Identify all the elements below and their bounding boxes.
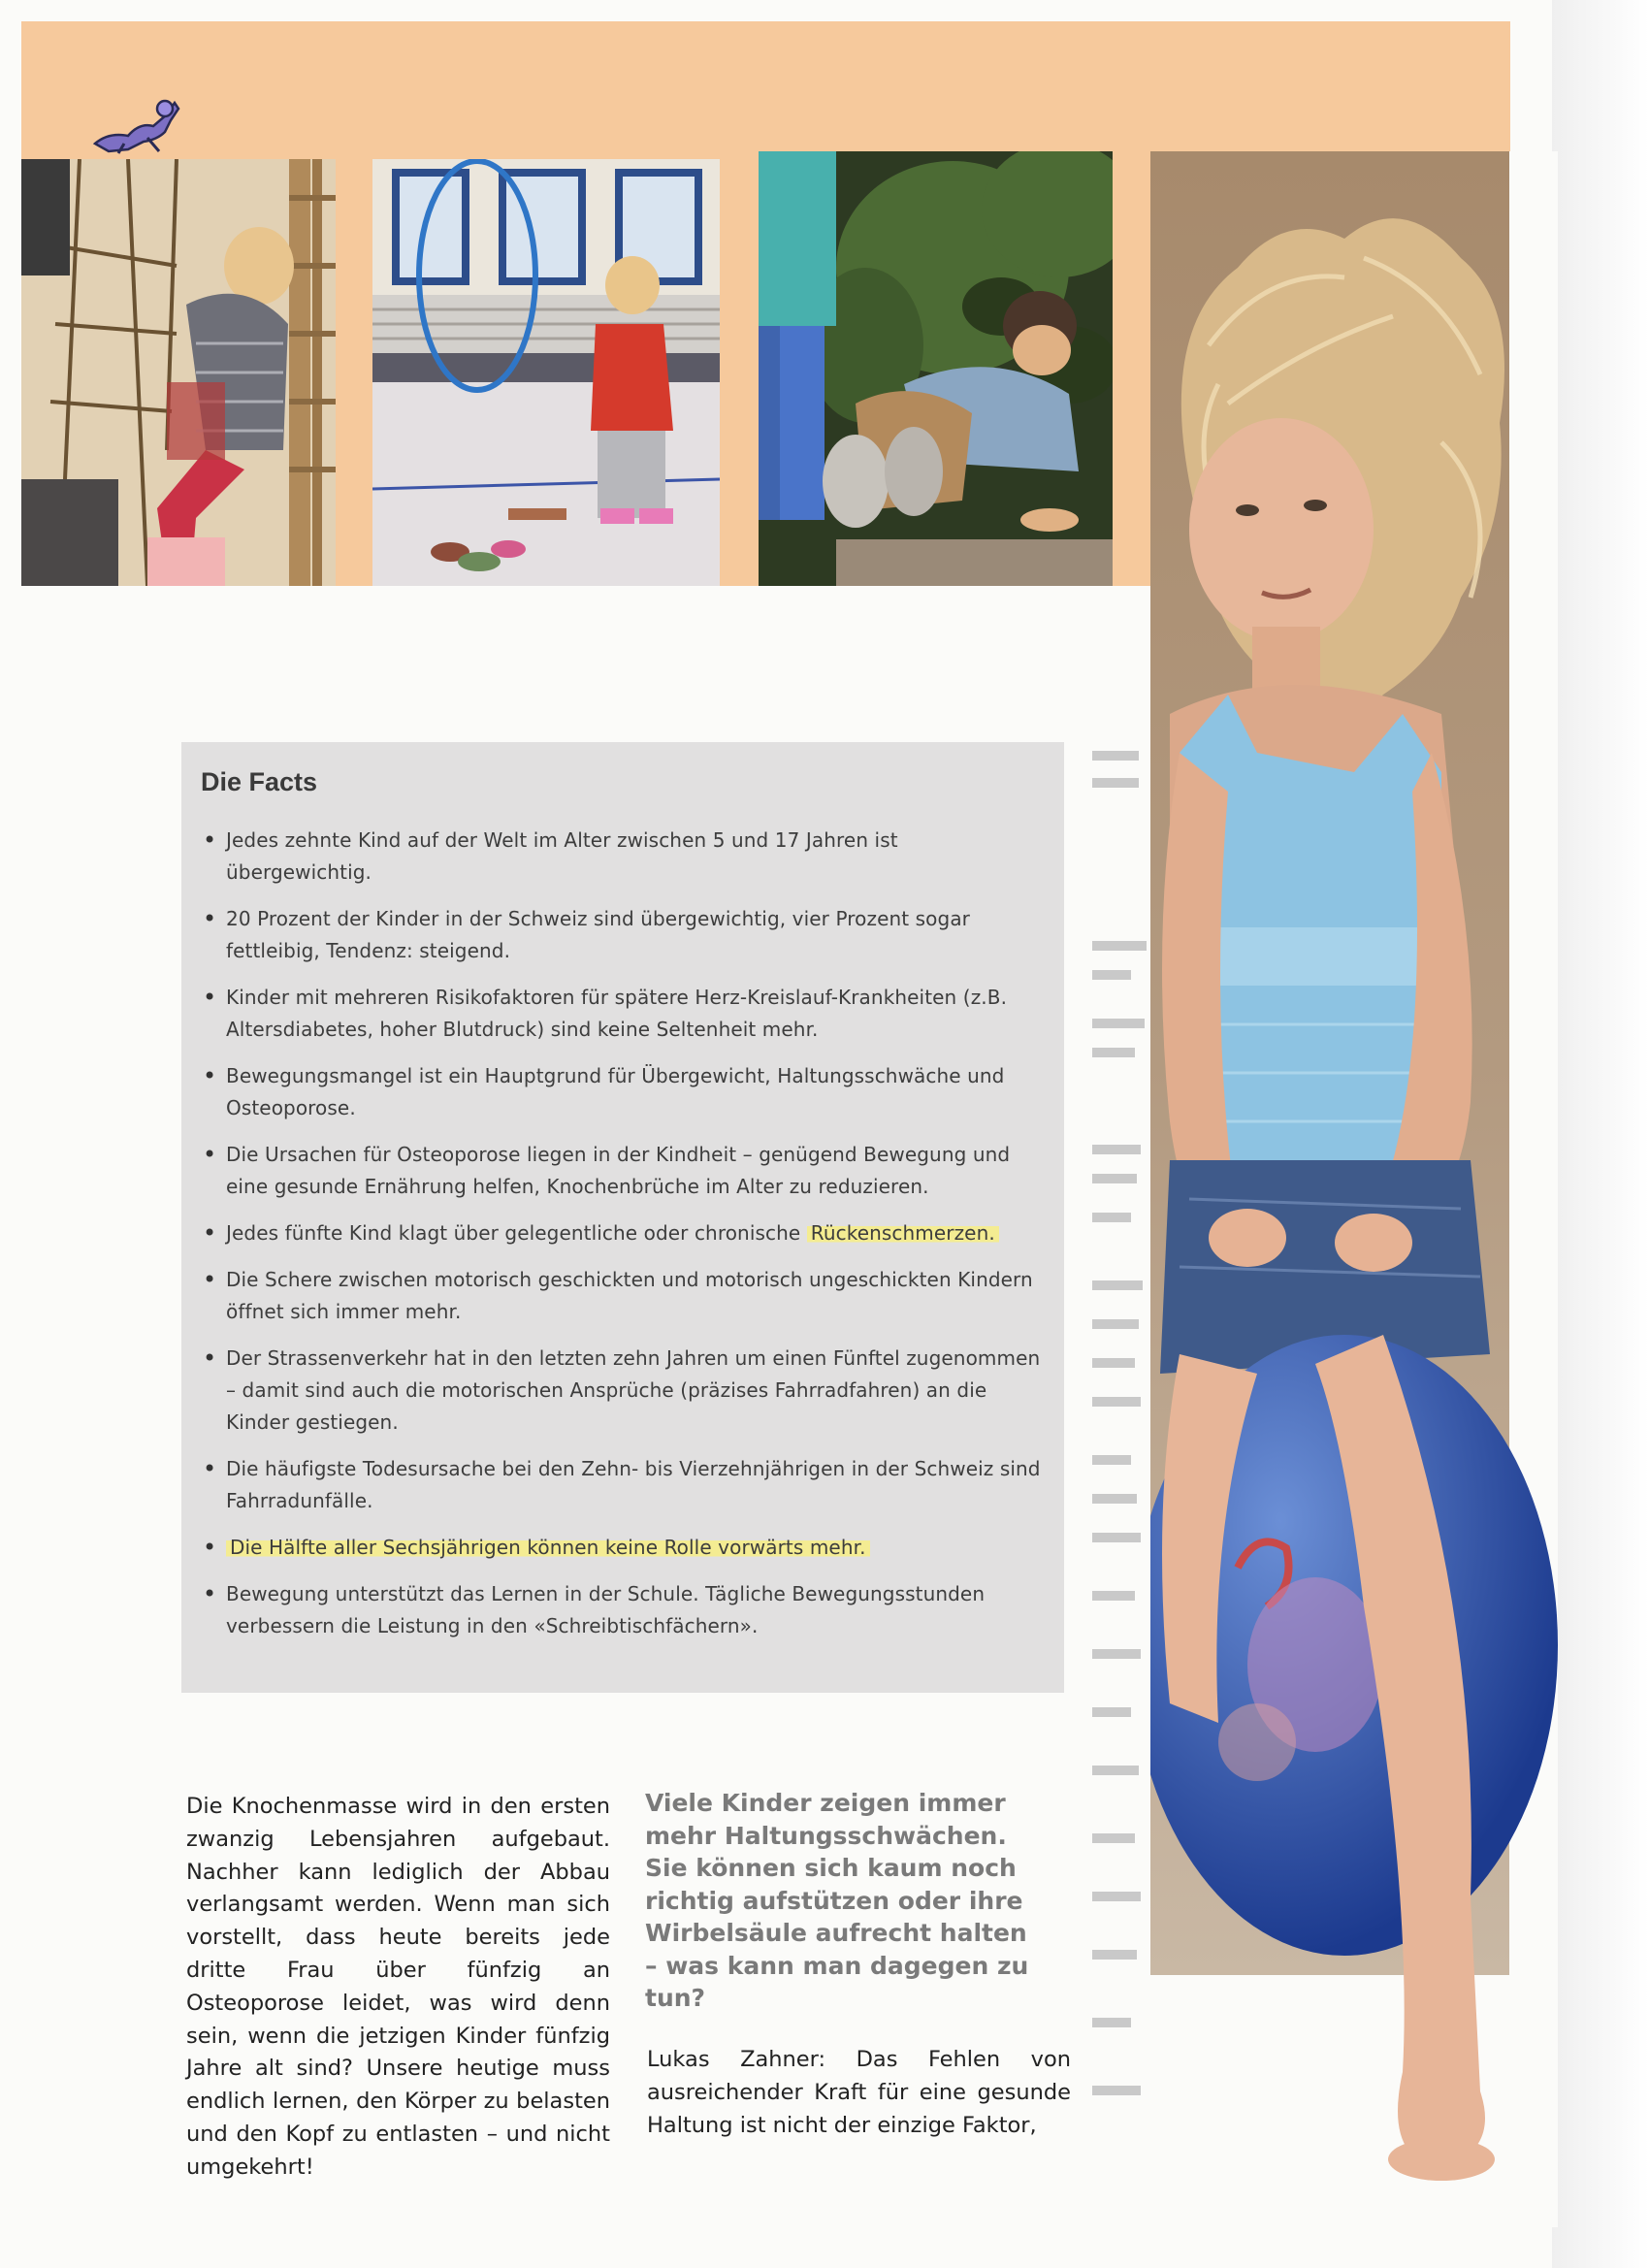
crawling-figure-logo-icon: [89, 93, 188, 157]
fact-item: • Der Strassenverkehr hat in den letzten zehn Jahren um einen Fünftel zugenommen – damit sind auch die motorischen Ansprüche (präzises Fahrradfahren) an die Kinder gestiegen.: [201, 1343, 1041, 1439]
photo-child-crawling: [759, 151, 1113, 586]
fact-text: Jedes fünfte Kind klagt über gelegentliche oder chronische: [226, 1221, 801, 1245]
facts-title: Die Facts: [201, 767, 318, 796]
bleed-through-text: [1065, 737, 1152, 2124]
fact-item: • 20 Prozent der Kinder in der Schweiz sind übergewichtig, vier Prozent sogar fettleibig, Tendenz: steigend.: [201, 903, 1041, 967]
photo-child-hula-hoop: [372, 159, 720, 586]
fact-item: • Die Schere zwischen motorisch geschickten und motorisch ungeschickten Kindern öffnet sich immer mehr.: [201, 1264, 1041, 1328]
fact-item: • Bewegungsmangel ist ein Hauptgrund für Übergewicht, Haltungsschwäche und Osteoporose.: [201, 1060, 1041, 1124]
fact-item-back-pain: [201, 1217, 1041, 1249]
page-edge: [1552, 0, 1649, 2268]
interview-question: Viele Kinder zeigen immer mehr Haltungsschwächen. Sie können sich kaum noch richtig aufstützen oder ihre Wirbelsäule aufrecht halten – was kann man dagegen zu tun?: [645, 1789, 1029, 2012]
photo-girl-on-hopper-ball: [1150, 151, 1558, 2227]
facts-list: [201, 825, 1041, 1642]
photo-child-climbing: [21, 159, 336, 586]
fact-item: • Bewegung unterstützt das Lernen in der Schule. Tägliche Bewegungsstunden verbessern die Leistung in den «Schreibtischfächern».: [201, 1578, 1041, 1642]
facts-box: [181, 742, 1064, 1693]
fact-item: • Kinder mit mehreren Risikofaktoren für spätere Herz-Kreislauf-Krankheiten (z.B. Altersdiabetes, hoher Blutdruck) sind keine Seltenheit mehr.: [201, 982, 1041, 1046]
fact-item-roll: [201, 1532, 1041, 1564]
interview-answer: Lukas Zahner: Das Fehlen von ausreichender Kraft für eine gesunde Haltung ist nicht der einzige Faktor,: [647, 2047, 1071, 2138]
highlighted-text: Die Hälfte aller Sechsjährigen können keine Rolle vorwärts mehr.: [226, 1536, 870, 1559]
fact-item: • Jedes zehnte Kind auf der Welt im Alter zwischen 5 und 17 Jahren ist übergewichtig.: [201, 825, 1041, 889]
fact-item: • Die Ursachen für Osteoporose liegen in der Kindheit – genügend Bewegung und eine gesunde Ernährung helfen, Knochenbrüche im Alter zu reduzieren.: [201, 1139, 1041, 1203]
body-text-left: Die Knochenmasse wird in den ersten zwanzig Lebensjahren aufgebaut. Nachher kann lediglich der Abbau verlangsamt werden. Wenn man sich vorstellt, dass heute bereits jede dritte Frau über fünfzig an Osteoporose leidet, was wird denn sein, wenn die jetzigen Kinder fünfzig Jahre alt sind? Unsere heutige muss endlich lernen, den Körper zu belasten und den Kopf zu entlasten – und nicht umgekehrt!: [186, 1794, 610, 2180]
highlighted-text: Rückenschmerzen.: [807, 1221, 999, 1245]
fact-item: • Die häufigste Todesursache bei den Zehn- bis Vierzehnjährigen in der Schweiz sind Fahrradunfälle.: [201, 1453, 1041, 1517]
